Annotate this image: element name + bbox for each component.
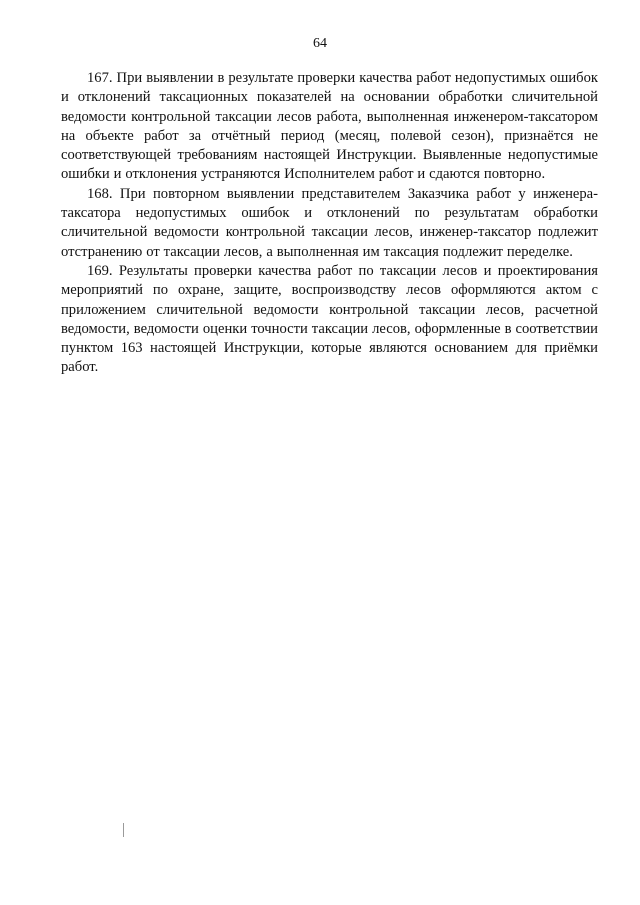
document-body bbox=[61, 69, 598, 378]
paragraph-169: 169. Результаты проверки качества работ по таксации лесов и проектирования мероприятий по охране, защите, воспроизводству лесов оформляются актом с приложением сличительной ведомости контрольной таксации лесов, расчетной ведомости, ведомости оценки точности таксации лесов, оформленные в соответствии пунктом 163 настоящей Инструкции, которые являются основанием для приёмки работ. bbox=[61, 262, 598, 376]
paragraph-168: 168. При повторном выявлении представителем Заказчика работ у инженера-таксатора недопустимых ошибок и отклонений по результатам обработки сличительной ведомости контрольной таксации лесов, инженер-таксатор подлежит отстранению от таксации лесов, а выполненная им таксация подлежит переделке. bbox=[61, 185, 598, 260]
scan-artifact bbox=[123, 823, 124, 837]
page-number: 64 bbox=[313, 36, 327, 51]
paragraph-167: 167. При выявлении в результате проверки качества работ недопустимых ошибок и отклонений таксационных показателей на основании обработки сличительной ведомости контрольной таксации лесов работа, выполненная инженером-таксатором на объекте работ за отчётный период (месяц, полевой сезон), признаётся не соответствующей требованиям настоящей Инструкции. Выявленные недопустимые ошибки и отклонения устраняются Исполнителем работ и сдаются повторно. bbox=[61, 70, 598, 183]
